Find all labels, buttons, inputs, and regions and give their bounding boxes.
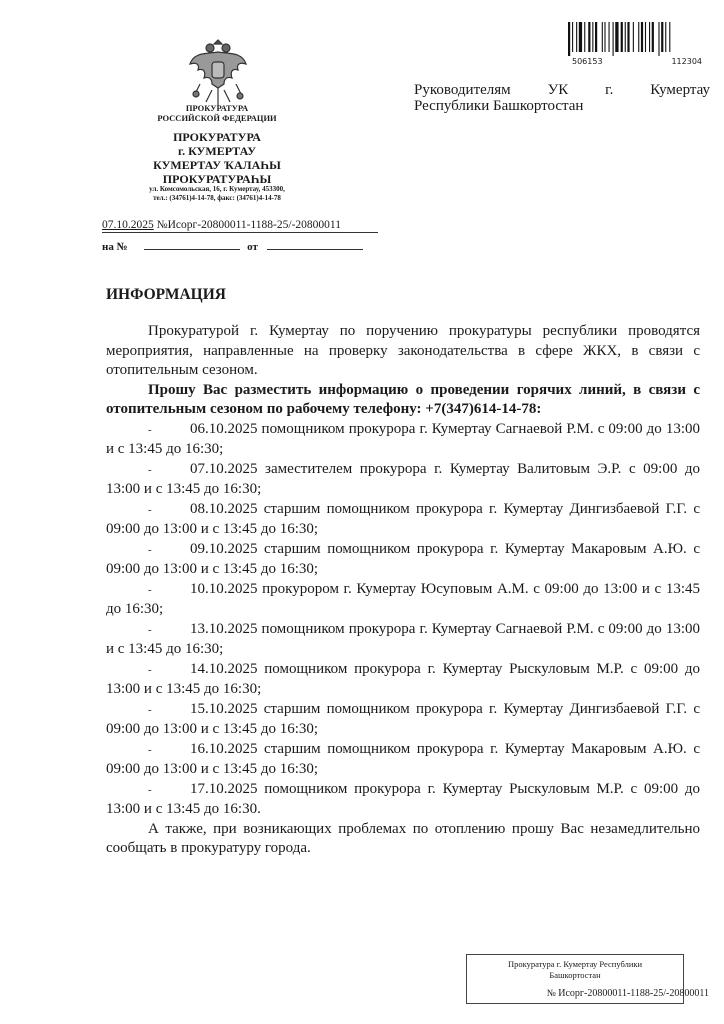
barcode-left-number: 506153: [572, 57, 603, 66]
barcode-bar: [621, 22, 623, 52]
schedule-item: [106, 700, 700, 740]
schedule-item-text: 10.10.2025 прокурором г. Кумертау Юсуповым А.М. с 09:00 до 13:00 и с 13:45 до 16:30;: [106, 580, 700, 617]
schedule-item-text: 13.10.2025 помощником прокурора г. Кумертау Сагнаевой Р.М. с 09:00 до 13:00 и с 13:45 до 16:30;: [106, 620, 700, 657]
org-local-name: [100, 130, 334, 186]
registration-number-label: №: [156, 219, 168, 231]
list-dash: -: [148, 703, 152, 716]
barcode-numbers: [566, 57, 708, 66]
address-line2: тел.: (34761)4-14-78, факс: (34761)4-14-78: [153, 194, 281, 202]
org-federal-name: [100, 103, 334, 123]
list-dash: -: [148, 783, 152, 796]
schedule-item: [106, 580, 700, 620]
schedule-item: [106, 620, 700, 660]
stamp-number: [547, 988, 709, 1000]
barcode-bar: [602, 22, 603, 52]
barcode-bar: [649, 22, 650, 52]
barcode-bar: [638, 22, 639, 52]
schedule-item-text: 17.10.2025 помощником прокурора г. Кумертау Рыскуловым М.Р. с 09:00 до 13:00 и с 13:45 до 16:30.: [106, 780, 700, 817]
barcode-bar: [641, 22, 643, 52]
list-dash: -: [148, 663, 152, 676]
org-local-line3: КУМЕРТАУ ҠАЛАҺЫ: [153, 158, 281, 172]
schedule-item: [106, 660, 700, 700]
barcode-bar: [579, 22, 582, 52]
registration-stamp: [466, 954, 709, 1004]
registration-date: 07.10.2025: [102, 219, 154, 231]
reference-number-label: на №: [102, 241, 128, 253]
list-dash: -: [148, 503, 152, 516]
document-title: ИНФОРМАЦИЯ: [106, 286, 226, 303]
addressee-word: Кумертау: [650, 82, 710, 98]
registration-line: [102, 218, 378, 233]
schedule-item-text: 16.10.2025 старшим помощником прокурора г. Кумертау Макаровым А.Ю. с 09:00 до 13:00 и с 13:45 до 16:30;: [106, 740, 700, 777]
stamp-line2: Башкортостан: [549, 970, 601, 980]
org-address: [100, 185, 334, 203]
barcode-bar: [584, 22, 585, 52]
addressee-line1: [414, 82, 710, 98]
addressee-word: Руководителям: [414, 82, 511, 98]
barcode-bar: [661, 22, 663, 52]
addressee-word: г.: [605, 82, 614, 98]
reference-line: [102, 239, 363, 253]
schedule-item: [106, 500, 700, 540]
stamp-number-label: №: [546, 989, 556, 999]
list-dash: -: [148, 583, 152, 596]
request-paragraph: Прошу Вас разместить информацию о проведении горячих линий, в связи с отопительным сезоном по рабочему телефону: +7(347)614-14-78:: [106, 381, 700, 417]
schedule-item-text: 15.10.2025 старшим помощником прокурора г. Кумертау Дингизбаевой Г.Г. с 09:00 до 13:00 и с 13:45 до 16:30;: [106, 700, 700, 737]
org-federal-line2: РОССИЙСКОЙ ФЕДЕРАЦИИ: [157, 113, 277, 123]
schedule-item-text: 07.10.2025 заместителем прокурора г. Кумертау Валитовым Э.Р. с 09:00 до 13:00 и с 13:45 до 16:30;: [106, 460, 700, 497]
barcode-bar: [604, 22, 605, 52]
barcode-bar: [627, 22, 629, 52]
barcode-bar: [658, 22, 659, 56]
org-local-line1: ПРОКУРАТУРА: [173, 130, 261, 144]
barcode-bar: [568, 22, 570, 56]
stamp-line1: Прокуратура г. Кумертау Республики: [507, 959, 643, 969]
schedule-item: [106, 780, 700, 820]
list-dash: -: [148, 623, 152, 636]
org-local-line2: г. КУМЕРТАУ: [178, 144, 256, 158]
barcode-bar: [572, 22, 573, 52]
barcode-bar: [588, 22, 590, 52]
barcode-bar: [669, 22, 670, 52]
schedule-item: [106, 740, 700, 780]
barcode-bar: [633, 22, 634, 52]
reference-number-blank: [144, 239, 240, 250]
list-dash: -: [148, 543, 152, 556]
org-federal-line1: ПРОКУРАТУРА: [185, 103, 249, 113]
barcode-bar: [665, 22, 666, 52]
barcode-bar: [625, 22, 626, 52]
barcode-bar: [592, 22, 593, 52]
schedule-item: [106, 540, 700, 580]
reference-date-label: от: [247, 241, 258, 253]
schedule-item-text: 14.10.2025 помощником прокурора г. Кумертау Рыскуловым М.Р. с 09:00 до 13:00 и с 13:45 до 16:30;: [106, 660, 700, 697]
schedule-list: [106, 420, 700, 820]
list-dash: -: [148, 423, 152, 436]
intro-paragraph: Прокуратурой г. Кумертау по поручению прокуратуры республики проводятся мероприятия, направленные на проверку законодательства в сфере ЖКХ, в связи с отопительным сезоном.: [106, 323, 700, 378]
barcode-right-number: 112304: [671, 57, 702, 66]
barcode-icon: [566, 22, 708, 56]
addressee-line2: Республики Башкортостан: [414, 98, 584, 114]
barcode-bar: [576, 22, 577, 52]
schedule-item-text: 09.10.2025 старшим помощником прокурора г. Кумертау Макаровым А.Ю. с 09:00 до 13:00 и с 13:45 до 16:30;: [106, 540, 700, 577]
stamp-number-value: Исорг-20800011-1188-25/-20800011: [558, 988, 709, 999]
list-dash: -: [148, 743, 152, 756]
barcode-bar: [615, 22, 618, 52]
barcode-bar: [645, 22, 646, 52]
coat-of-arms-emblem-icon: [186, 34, 250, 112]
registration-number: Исорг-20800011-1188-25/-20800011: [167, 219, 341, 231]
barcode-bar: [613, 22, 614, 56]
schedule-item-text: 06.10.2025 помощником прокурора г. Кумертау Сагнаевой Р.М. с 09:00 до 13:00 и с 13:45 до 16:30;: [106, 420, 700, 457]
barcode-bar: [609, 22, 610, 52]
barcode-bar: [652, 22, 654, 52]
barcode-bar: [595, 22, 597, 52]
schedule-item: [106, 420, 700, 460]
addressee: [414, 82, 710, 114]
addressee-word: УК: [547, 82, 569, 98]
org-local-line4: ПРОКУРАТУРАҺЫ: [162, 172, 272, 186]
schedule-item: [106, 460, 700, 500]
list-dash: -: [148, 463, 152, 476]
address-line1: ул. Комсомольская, 16, г. Кумертау, 453300,: [149, 185, 285, 193]
closing-paragraph: А также, при возникающих проблемах по отоплению прошу Вас незамедлительно сообщать в прокуратуру города.: [106, 820, 700, 856]
schedule-item-text: 08.10.2025 старшим помощником прокурора г. Кумертау Дингизбаевой Г.Г. с 09:00 до 13:00 и с 13:45 до 16:30;: [106, 500, 700, 537]
document-body: [106, 322, 700, 859]
reference-date-blank: [267, 239, 363, 250]
